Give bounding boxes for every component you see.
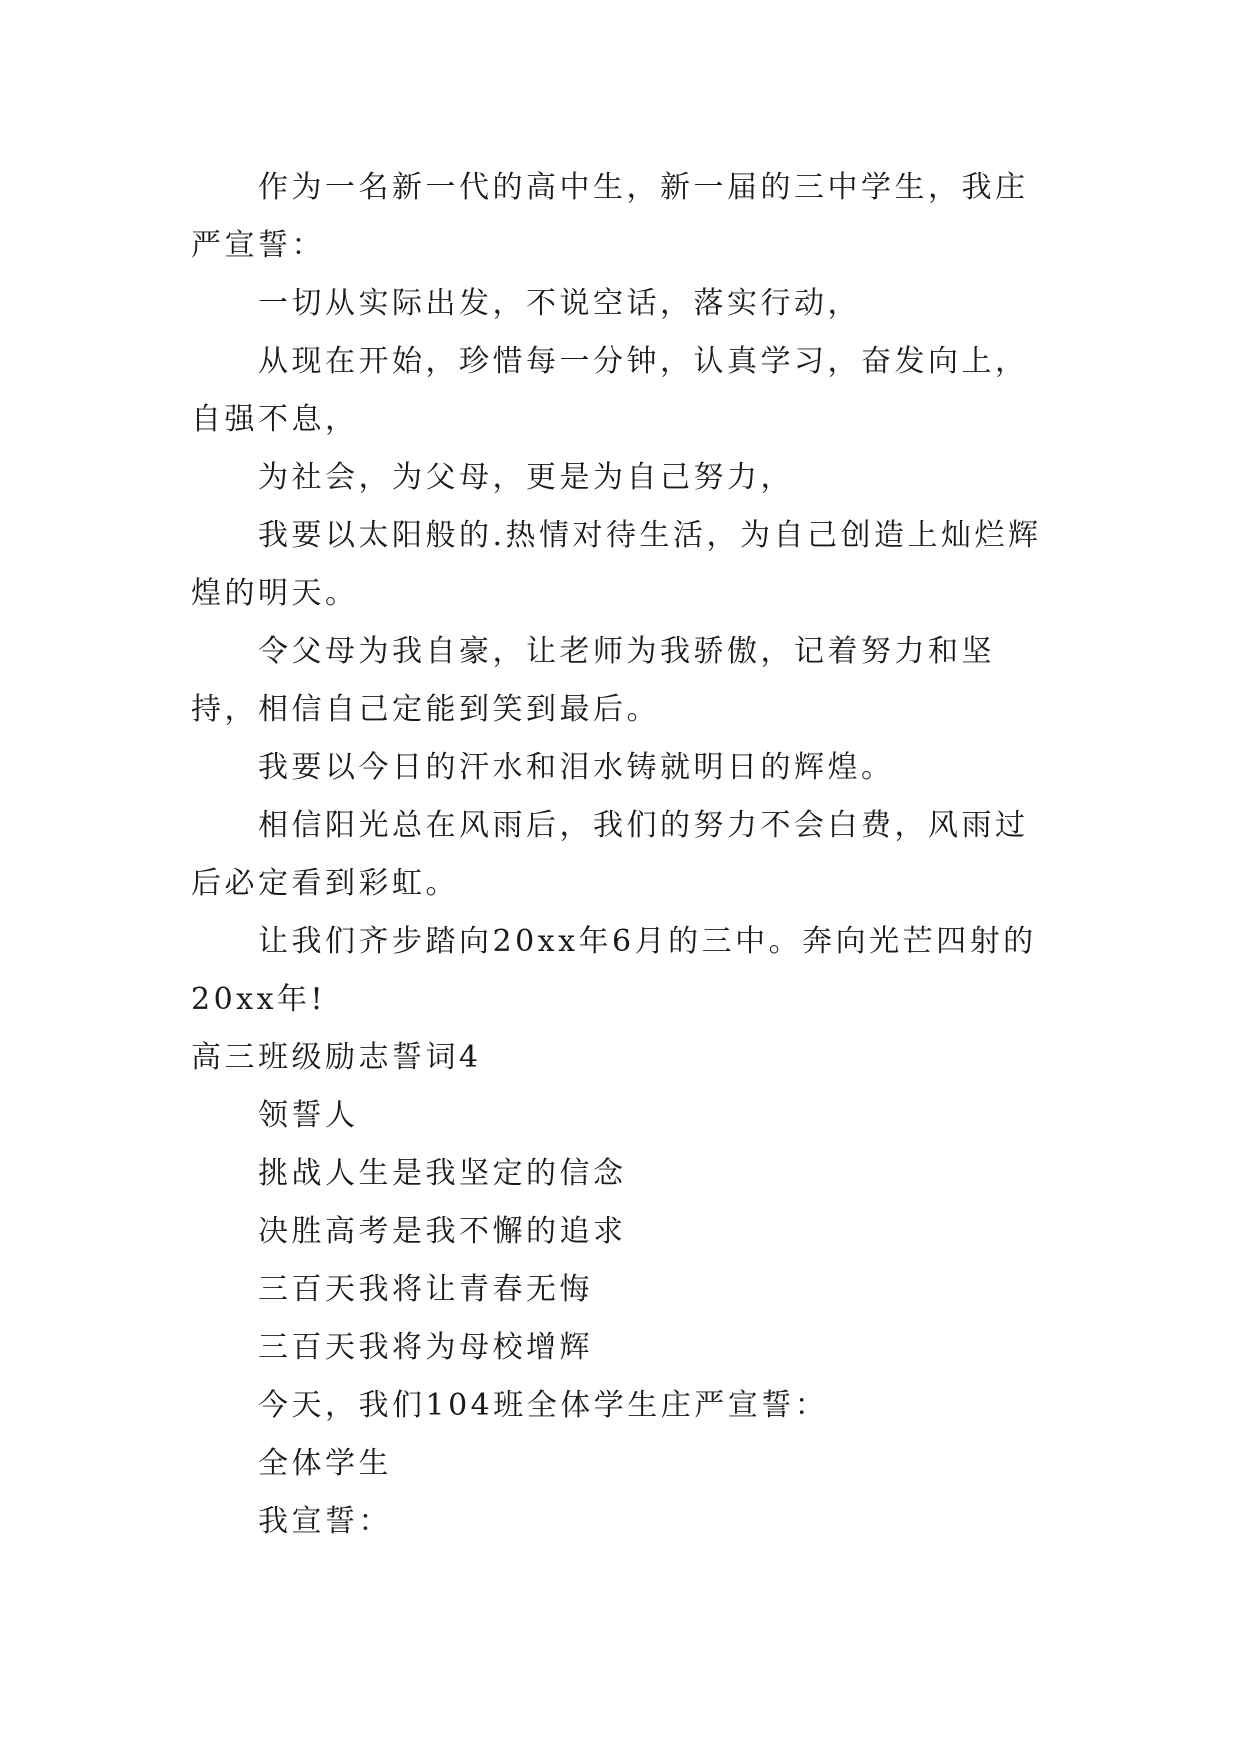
paragraph: 我要以太阳般的.热情对待生活，为自己创造上灿烂辉煌的明天。: [191, 518, 1042, 611]
paragraph: 相信阳光总在风雨后，我们的努力不会白费，风雨过后必定看到彩虹。: [191, 808, 1029, 901]
paragraph: 领誓人: [258, 1098, 359, 1133]
paragraph: 让我们齐步踏向20xx年6月的三中。奔向光芒四射的20xx年!: [191, 924, 1037, 1017]
paragraph: 三百天我将让青春无悔: [258, 1272, 593, 1307]
paragraph: 我宣誓：: [258, 1504, 392, 1539]
paragraph: 今天，我们104班全体学生庄严宣誓：: [258, 1388, 829, 1423]
section-heading: 高三班级励志誓词4: [191, 1040, 482, 1075]
paragraph: 决胜高考是我不懈的追求: [258, 1214, 627, 1249]
paragraph: 为社会，为父母，更是为自己努力，: [258, 460, 794, 495]
paragraph: 从现在开始，珍惜每一分钟，认真学习，奋发向上，自强不息，: [191, 344, 1029, 437]
paragraph: 一切从实际出发，不说空话，落实行动，: [258, 286, 861, 321]
paragraph: 令父母为我自豪，让老师为我骄傲，记着努力和坚持，相信自己定能到笑到最后。: [191, 634, 995, 727]
paragraph: 三百天我将为母校增辉: [258, 1330, 593, 1365]
paragraph: 作为一名新一代的高中生，新一届的三中学生，我庄严宣誓：: [191, 170, 1029, 263]
paragraph: 挑战人生是我坚定的信念: [258, 1156, 627, 1191]
document-body: [191, 159, 1061, 1551]
paragraph: 全体学生: [258, 1446, 392, 1481]
paragraph: 我要以今日的汗水和泪水铸就明日的辉煌。: [258, 750, 895, 785]
